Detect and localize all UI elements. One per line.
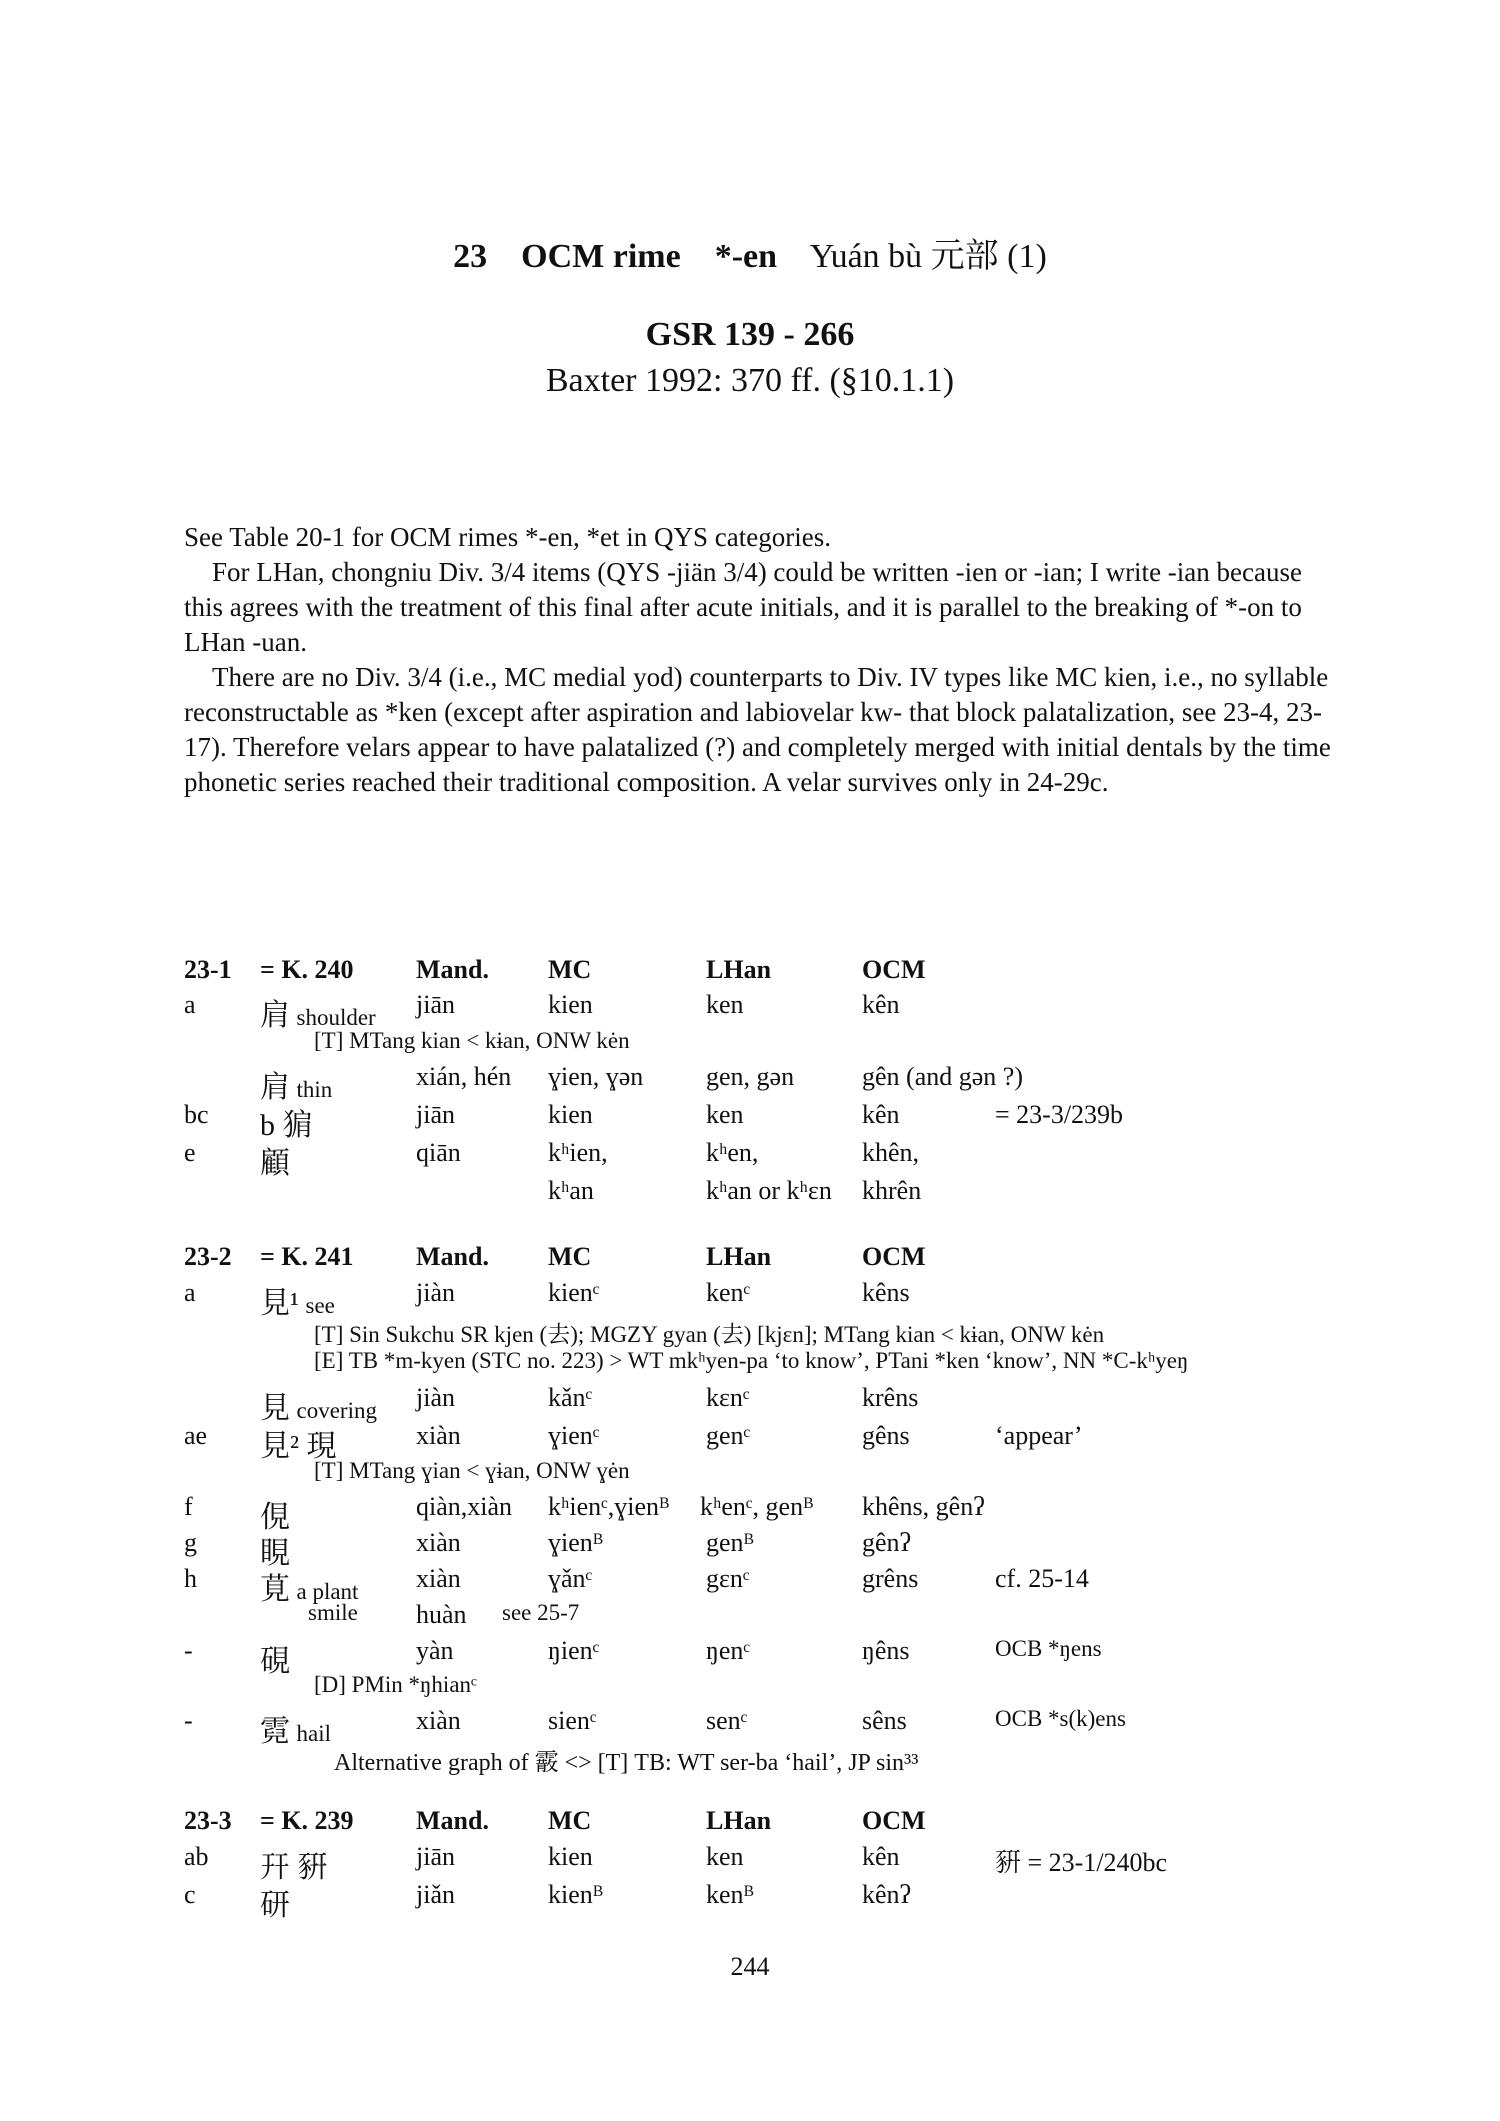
karlgren-ref: = K. 241 <box>260 1242 354 1271</box>
note-alternative-graph: Alternative graph of 霰 <> [T] TB: WT ser-ba ‘hail’, JP sin³³ <box>334 1750 919 1776</box>
table-row <box>0 1492 1500 1534</box>
graph: 顧 <box>260 1147 290 1180</box>
section-id: 23-1 <box>184 955 232 984</box>
old-chinese: kênʔ <box>862 1880 912 1909</box>
old-chinese: khêns, gênʔ <box>862 1492 985 1521</box>
note-t: [T] Sin Sukchu SR kjen (去); MGZY gyan (去) [kjɛn]; MTang kian < kɨan, ONW kėn <box>314 1322 1105 1347</box>
later-han: gen, gən <box>706 1062 795 1091</box>
gsr-range: GSR 139 - 266 <box>645 316 855 353</box>
col-ocm: OCM <box>862 1806 926 1835</box>
mandarin: xián, hén <box>416 1062 512 1091</box>
mandarin: qiān <box>416 1138 461 1167</box>
old-chinese: sêns <box>862 1706 907 1735</box>
later-han: gɛnᶜ <box>706 1564 750 1593</box>
mandarin: jiàn <box>416 1383 455 1412</box>
graph: 莧 a plant <box>260 1573 359 1606</box>
old-chinese: krêns <box>862 1383 919 1412</box>
intro-paragraph: There are no Div. 3/4 (i.e., MC medial yod) counterparts to Div. IV types like MC kien, i.e., no syllable reconstructable as *ken (except after aspiration and labiovelar kw- that block palatalization, see 23-4, 23-17). Therefore velars appear to have palatalized (?) and completely merged with initial dentals by the time phonetic series reached their traditional composition. A velar survives only in 24-29c. <box>184 662 1331 797</box>
later-han: ŋenᶜ <box>706 1636 751 1665</box>
section-header-23-3 <box>0 1806 1500 1842</box>
section-id: 23-3 <box>184 1806 232 1835</box>
section-id: 23-2 <box>184 1242 232 1271</box>
middle-chinese: kǎnᶜ <box>548 1383 593 1412</box>
table-row <box>0 1138 1500 1180</box>
row-id: - <box>184 1636 193 1665</box>
mandarin: huàn <box>416 1600 467 1629</box>
table-row <box>0 1636 1500 1678</box>
middle-chinese: kien <box>548 1100 593 1129</box>
mandarin: jiān <box>416 990 455 1019</box>
page-title <box>0 228 1500 277</box>
table-row <box>0 1564 1500 1606</box>
table-row <box>0 1176 1500 1212</box>
later-han: ken <box>706 990 744 1019</box>
later-han: kenᴮ <box>706 1880 754 1909</box>
table-row <box>0 1706 1500 1748</box>
table-row <box>0 990 1500 1032</box>
section-number: 23 <box>453 238 488 275</box>
old-chinese: grêns <box>862 1564 919 1593</box>
mandarin: xiàn <box>416 1564 461 1593</box>
baxter-reference: Baxter 1992: 370 ff. (§10.1.1) <box>545 362 955 399</box>
graph: b 猏 <box>260 1109 313 1142</box>
section-header-23-1 <box>0 955 1500 991</box>
col-mand: Mand. <box>416 955 489 984</box>
note-e: [E] TB *m-kyen (STC no. 223) > WT mkʰyen-pa ‘to know’, PTani *ken ‘know’, NN *C-kʰyeŋ <box>314 1348 1189 1373</box>
note-t: [T] MTang ɣian < ɣɨan, ONW ɣėn <box>314 1458 630 1483</box>
row-id: a <box>184 990 196 1019</box>
row-id: ab <box>184 1842 209 1871</box>
middle-chinese: kienᴮ <box>548 1880 603 1909</box>
old-chinese: ŋêns <box>862 1636 910 1665</box>
col-mc: MC <box>548 1806 592 1835</box>
old-chinese: khên, <box>862 1138 920 1167</box>
cross-reference: see 25-7 <box>502 1600 580 1625</box>
old-chinese: kên <box>862 1100 900 1129</box>
intro-paragraph: See Table 20-1 for OCM rimes *-en, *et in QYS categories. <box>184 522 831 552</box>
col-lhan: LHan <box>706 1242 772 1271</box>
middle-chinese: kʰan <box>548 1176 594 1205</box>
mandarin: xiàn <box>416 1706 461 1735</box>
col-ocm: OCM <box>862 1242 926 1271</box>
later-han: kʰan or kʰɛn <box>706 1176 832 1205</box>
old-chinese: gênʔ <box>862 1528 912 1557</box>
col-mc: MC <box>548 1242 592 1271</box>
middle-chinese: sienᶜ <box>548 1706 597 1735</box>
col-mand: Mand. <box>416 1806 489 1835</box>
graph: 霓 hail <box>260 1715 331 1748</box>
ocb-form: OCB *ŋens <box>995 1636 1102 1661</box>
table-row <box>0 1880 1500 1922</box>
title-yuan-bu: Yuán bù 元部 (1) <box>809 238 1047 275</box>
table-row <box>0 1062 1500 1104</box>
table-row <box>0 1842 1500 1884</box>
gloss-comment: ‘appear’ <box>995 1421 1083 1450</box>
middle-chinese: kienᶜ <box>548 1278 600 1307</box>
later-han: kenᶜ <box>706 1278 751 1307</box>
row-id: h <box>184 1564 197 1593</box>
middle-chinese: ɣien, ɣən <box>548 1062 644 1091</box>
intro-paragraph: For LHan, chongniu Div. 3/4 items (QYS -jiän 3/4) could be written -ien or -ian; I write -ian because this agrees with the treatment of this final after acute initials, and it is parallel to the breaking of *-on to LHan -uan. <box>184 557 1302 657</box>
later-han: ken <box>706 1100 744 1129</box>
row-id: - <box>184 1706 193 1735</box>
col-mc: MC <box>548 955 592 984</box>
page-number: 244 <box>730 1952 770 1981</box>
old-chinese: gên (and gən ?) <box>862 1062 1023 1091</box>
table-row <box>0 1100 1500 1142</box>
table-row <box>0 1278 1500 1320</box>
later-han: genᴮ <box>706 1528 754 1557</box>
gloss: smile <box>308 1600 358 1625</box>
graph: 見² 現 <box>260 1430 337 1463</box>
later-han: ken <box>706 1842 744 1871</box>
mandarin: jiān <box>416 1842 455 1871</box>
note-t: [T] MTang kian < kɨan, ONW kėn <box>314 1028 630 1053</box>
middle-chinese: kʰienᶜ,ɣienᴮ <box>548 1492 670 1521</box>
later-han: kʰen, <box>706 1138 759 1167</box>
graph: 硯 <box>260 1645 290 1678</box>
mandarin: jiàn <box>416 1278 455 1307</box>
old-chinese: gêns <box>862 1421 910 1450</box>
old-chinese: kêns <box>862 1278 910 1307</box>
middle-chinese: ɣǎnᶜ <box>548 1564 593 1593</box>
title-rime: OCM rime <box>521 238 681 275</box>
table-row <box>0 1528 1500 1570</box>
col-lhan: LHan <box>706 1806 772 1835</box>
cross-reference: 豣 = 23-1/240bc <box>995 1848 1168 1877</box>
middle-chinese: ɣienᶜ <box>548 1421 600 1450</box>
intro-text <box>184 520 1334 800</box>
middle-chinese: ɣienᴮ <box>548 1528 603 1557</box>
title-final: *-en <box>714 238 778 275</box>
note-d: [D] PMin *ŋhianᶜ <box>314 1672 477 1697</box>
mandarin: jiǎn <box>416 1880 455 1909</box>
middle-chinese: kʰien, <box>548 1138 608 1167</box>
cross-reference: = 23-3/239b <box>995 1100 1124 1129</box>
col-mand: Mand. <box>416 1242 489 1271</box>
row-id: e <box>184 1138 196 1167</box>
old-chinese: kên <box>862 990 900 1019</box>
graph: 幵 豣 <box>260 1851 328 1884</box>
table-row <box>0 1600 1500 1636</box>
middle-chinese: ŋienᶜ <box>548 1636 600 1665</box>
later-han: kʰenᶜ, genᴮ <box>700 1492 814 1521</box>
mandarin: xiàn <box>416 1421 461 1450</box>
table-row <box>0 1421 1500 1463</box>
col-lhan: LHan <box>706 955 772 984</box>
old-chinese: khrên <box>862 1176 922 1205</box>
graph: 見¹ see <box>260 1287 335 1320</box>
table-row <box>0 1383 1500 1425</box>
row-id: c <box>184 1880 196 1909</box>
karlgren-ref: = K. 240 <box>260 955 354 984</box>
graph: 俔 <box>260 1501 290 1534</box>
ocb-form: OCB *s(k)ens <box>995 1706 1126 1731</box>
section-header-23-2 <box>0 1242 1500 1278</box>
graph: 睍 <box>260 1537 290 1570</box>
later-han: senᶜ <box>706 1706 748 1735</box>
mandarin: yàn <box>416 1636 454 1665</box>
row-id: a <box>184 1278 196 1307</box>
later-han: genᶜ <box>706 1421 751 1450</box>
row-id: f <box>184 1492 193 1521</box>
row-id: bc <box>184 1100 209 1129</box>
cross-reference: cf. 25-14 <box>995 1564 1089 1593</box>
col-ocm: OCM <box>862 955 926 984</box>
mandarin: jiān <box>416 1100 455 1129</box>
karlgren-ref: = K. 239 <box>260 1806 354 1835</box>
row-id: g <box>184 1528 197 1557</box>
row-id: ae <box>184 1421 208 1450</box>
middle-chinese: kien <box>548 1842 593 1871</box>
graph: 研 <box>260 1889 290 1922</box>
graph: 肩 shoulder <box>260 999 376 1032</box>
mandarin: xiàn <box>416 1528 461 1557</box>
graph: 肩 thin <box>260 1071 333 1104</box>
mandarin: qiàn,xiàn <box>416 1492 513 1521</box>
middle-chinese: kien <box>548 990 593 1019</box>
later-han: kɛnᶜ <box>706 1383 750 1412</box>
graph: 見 covering <box>260 1392 377 1425</box>
old-chinese: kên <box>862 1842 900 1871</box>
